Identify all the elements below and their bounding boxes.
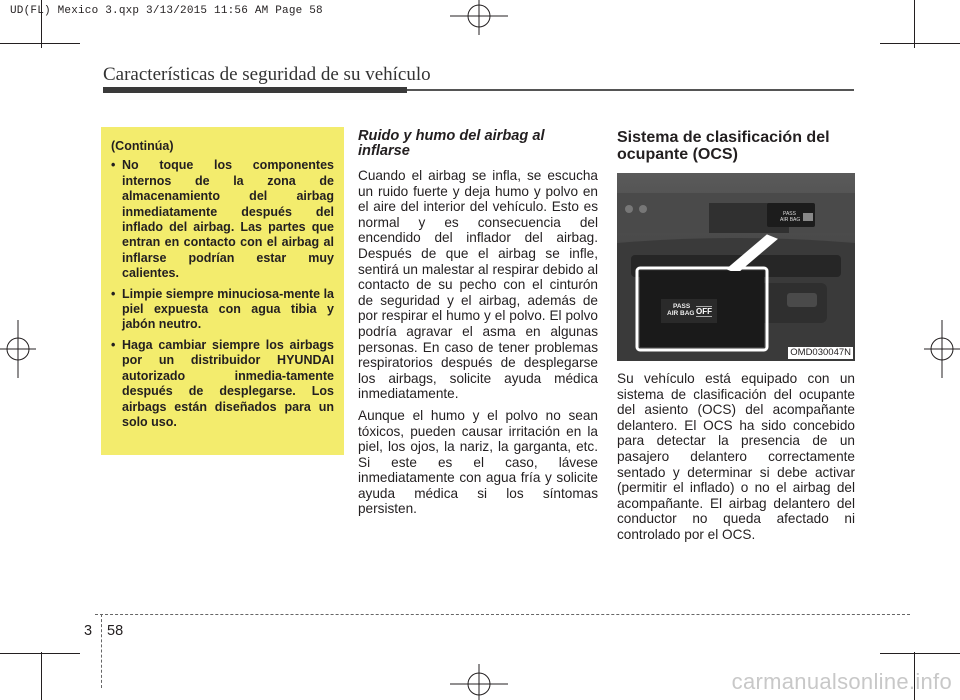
warning-item-text: Limpie siempre minuciosa-mente la piel expuesta con agua tibia y jabón neutro. — [122, 286, 334, 332]
crop-mark — [0, 43, 80, 44]
watermark: carmanualsonline.info — [731, 669, 952, 694]
registration-mark-left — [0, 320, 36, 378]
dashboard-illustration — [617, 173, 855, 361]
footer-divider — [101, 614, 102, 688]
svg-text:AIR BAG: AIR BAG — [780, 217, 801, 223]
body-paragraph: Cuando el airbag se infla, se escucha un ruido fuerte y deja humo y polvo en el aire del interior del vehículo. Esto es normal y es consecuencia del encendido del inflador del airbag. Después de que el airbag se infle, sentirá un malestar al respirar debido al contacto de su pecho con el cinturón de seguridad y el airbag, además de por respirar el humo y el polvo. El polvo podría agravar el asma en algunas personas. En caso de tener problemas respiratorios después de desplegarse los airbags, solicite ayuda médica inmediatamente. — [358, 168, 598, 402]
crop-mark — [41, 652, 42, 700]
warning-item-text: No toque los componentes internos de la zona de almacenamiento del airbag inmediatamente después del inflado del airbag. Las partes que entran en contacto con el airbag al inflarse podrían estar muy calientes. — [122, 158, 334, 281]
crop-mark — [880, 43, 960, 44]
warning-continued: (Continúa) — [111, 139, 174, 153]
section-title: Características de seguridad de su vehículo — [103, 64, 431, 85]
indicator-label-bottom: AIR BAG — [667, 310, 695, 317]
warning-item — [111, 338, 334, 430]
bullet-icon: • — [111, 158, 116, 173]
ocs-indicator-photo — [617, 173, 855, 361]
section-heading: Ruido y humo del airbag al inflarse — [358, 128, 545, 159]
crop-mark — [914, 0, 915, 48]
crop-mark — [0, 653, 80, 654]
section-heading: Sistema de clasificación del ocupante (OCS) — [617, 129, 830, 163]
footer-rule — [95, 614, 910, 615]
column-ocs — [617, 129, 855, 549]
registration-mark-right — [924, 320, 960, 378]
body-paragraph: Aunque el humo y el polvo no sean tóxicos, pueden causar irritación en la piel, los ojos, la nariz, la garganta, etc. Si este es el caso, lávese inmediatamente con agua fría y solicite ayuda médica si los síntomas persisten. — [358, 407, 598, 517]
svg-text:PASS: PASS — [783, 211, 796, 217]
registration-mark-bottom — [450, 664, 508, 700]
warning-item-text: Haga cambiar siempre los airbags por un distribuidor HYUNDAI autorizado inmedia-tamente después de desplegarse. Los airbags están diseñados para un solo uso. — [122, 337, 334, 429]
bullet-icon: • — [111, 286, 116, 301]
warning-item — [111, 287, 334, 333]
chapter-number: 3 — [84, 623, 93, 639]
registration-mark-top — [450, 0, 508, 36]
indicator-label-top: PASS — [673, 303, 691, 310]
warning-list — [111, 158, 334, 430]
crop-mark — [880, 653, 960, 654]
bullet-icon: • — [111, 337, 116, 352]
indicator-off-label: OFF — [696, 307, 712, 316]
warning-box — [101, 127, 344, 455]
body-paragraph: Su vehículo está equipado con un sistema de clasificación del ocupante del asiento (OCS) del acompañante delantero. El OCS ha sido concebido para detectar la presencia de un pasajero delantero correctamente sentado y determinar si debe activar (permitir el inflado) o no el airbag del acompañante. El airbag delantero del conductor no queda afectado ni controlado por el OCS. — [617, 371, 855, 542]
column-airbag-noise — [358, 129, 598, 523]
header-rule-accent — [103, 87, 407, 93]
image-code: OMD030047N — [790, 347, 851, 358]
warning-item — [111, 158, 334, 281]
page-number: 58 — [107, 623, 124, 639]
print-header: UD(FL) Mexico 3.qxp 3/13/2015 11:56 AM Page 58 — [10, 5, 323, 17]
